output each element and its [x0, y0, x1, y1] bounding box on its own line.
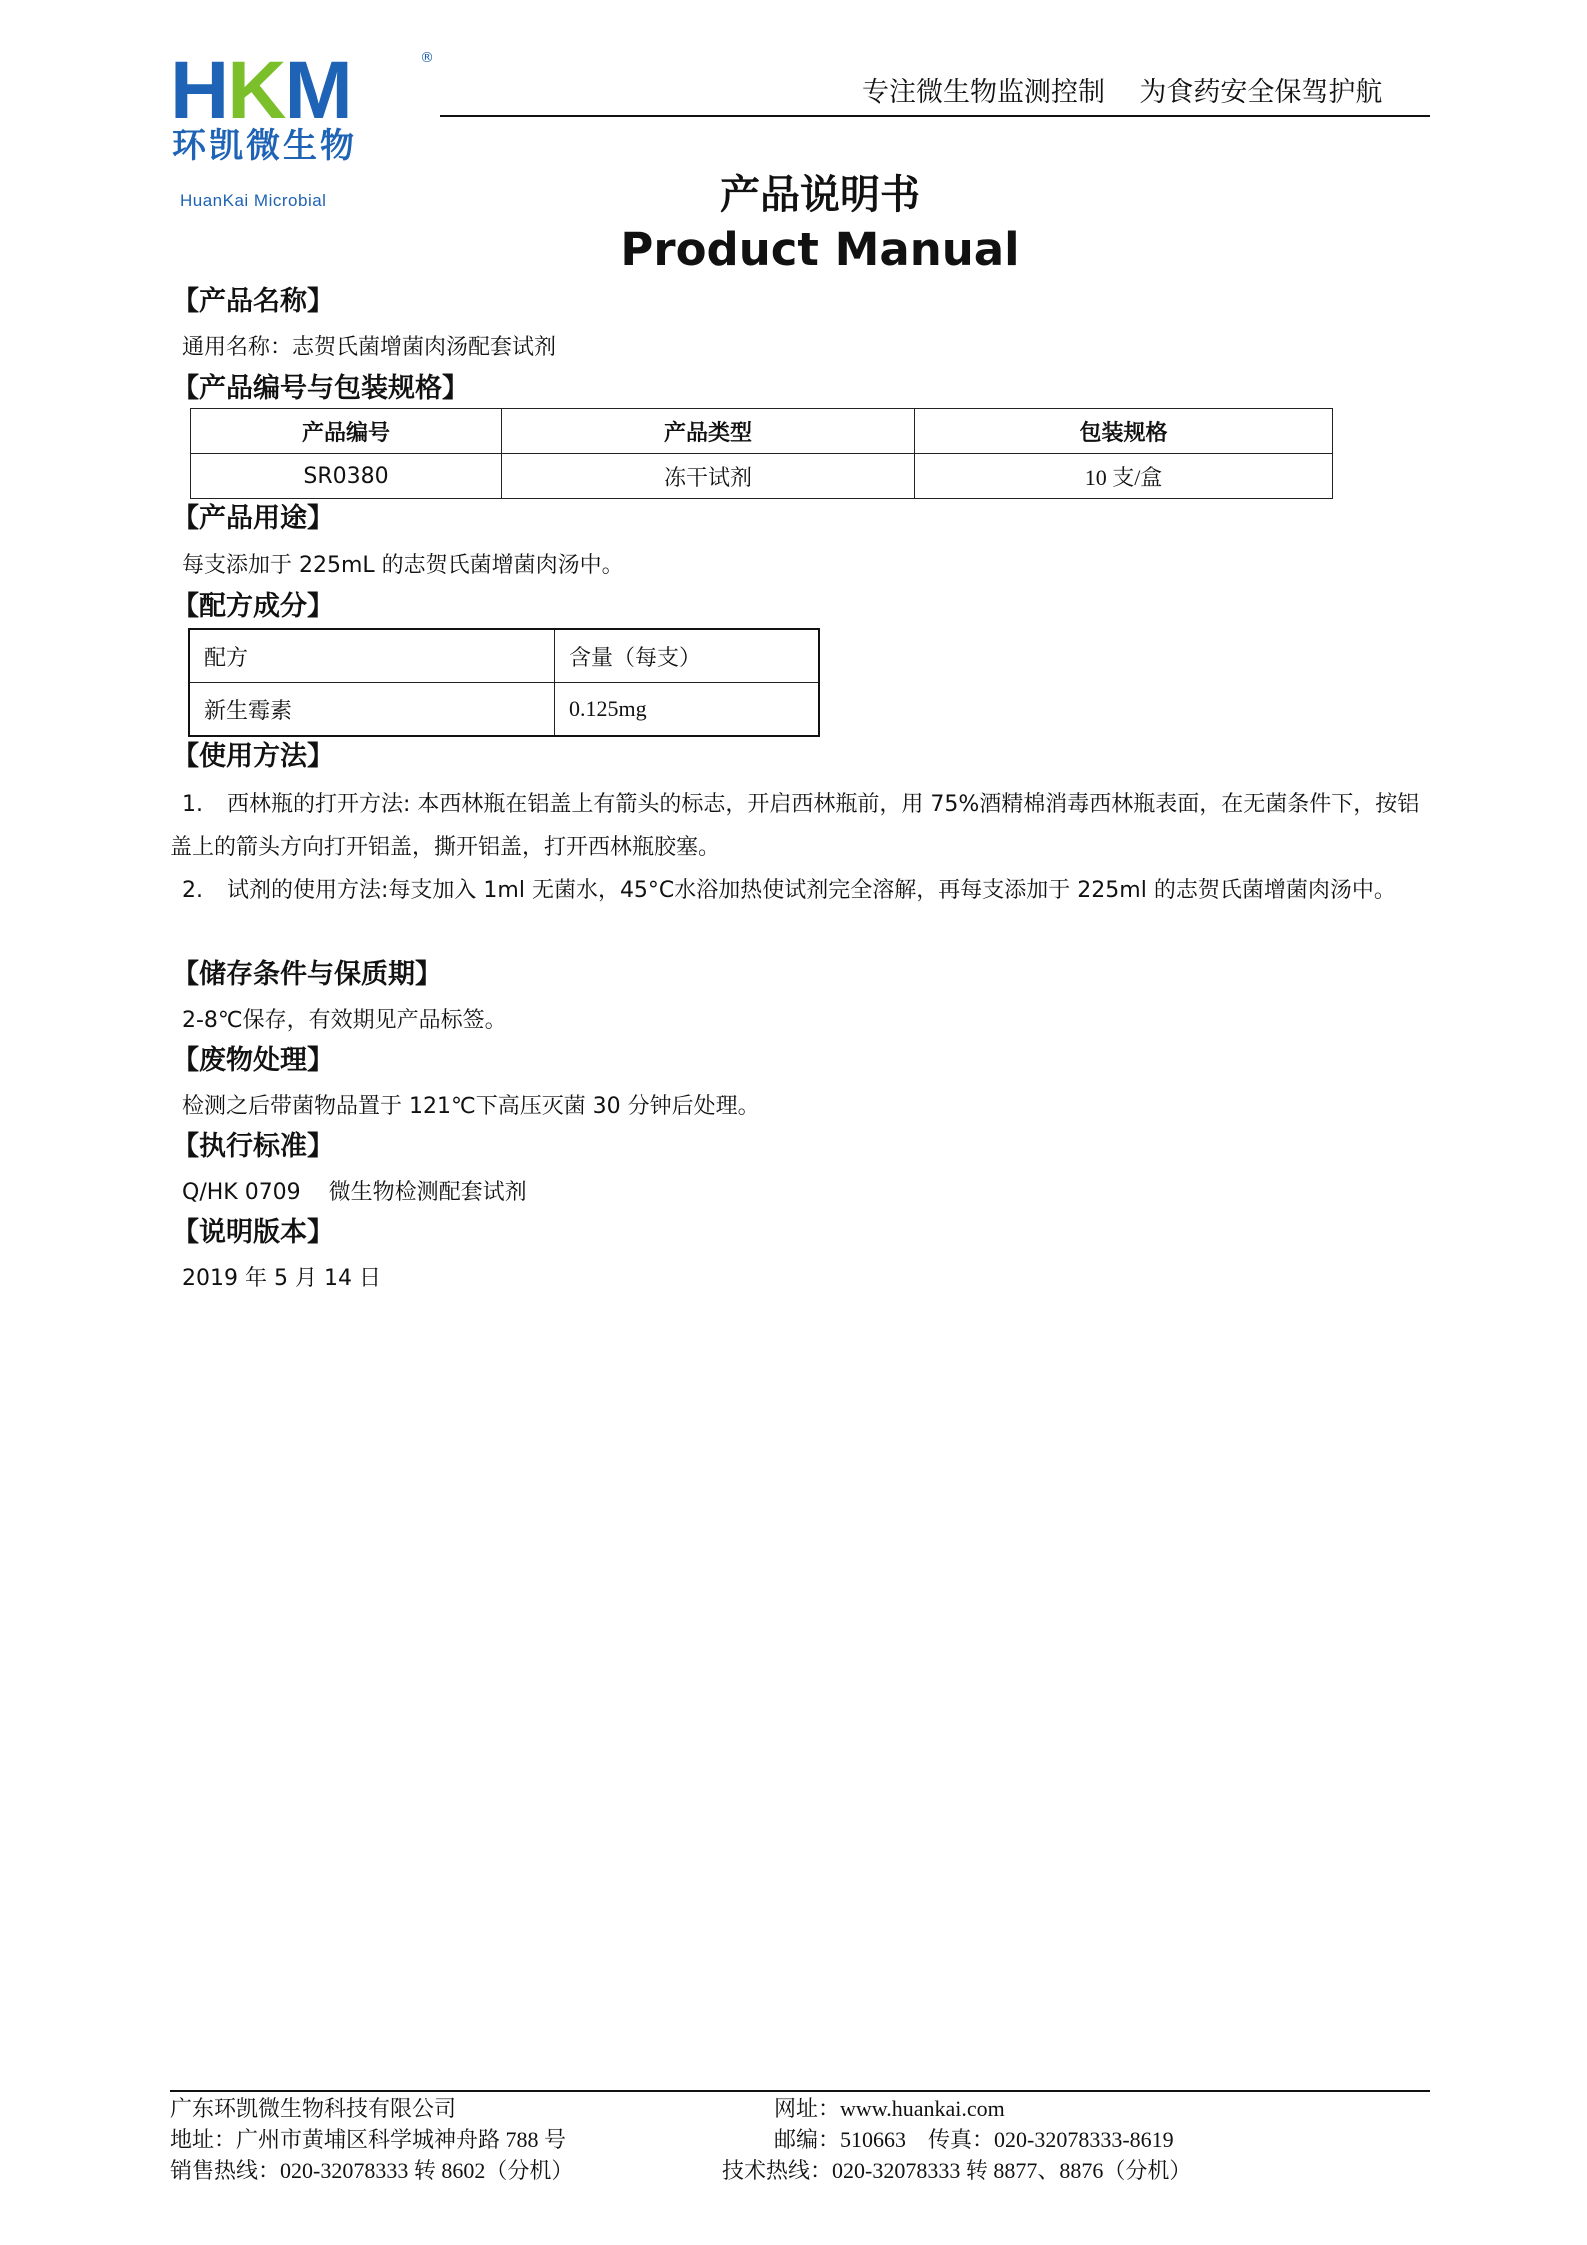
footer-postcode-fax: 邮编：510663 传真：020-32078333-8619: [774, 2127, 1174, 2152]
table-header-cell: 产品编号: [191, 409, 502, 454]
table-header-row: [189, 629, 819, 683]
table-cell: 新生霉素: [189, 683, 555, 737]
section-heading-storage: 【储存条件与保质期】: [172, 959, 442, 990]
logo-mark: HKM: [170, 45, 351, 136]
table-header-cell: 配方: [189, 629, 555, 683]
footer-website: 网址：www.huankai.com: [774, 2096, 1005, 2121]
method-item: [170, 869, 1430, 912]
footer-sales-hotline: 销售热线：020-32078333 转 8602（分机）: [170, 2158, 574, 2183]
footer-company: 广东环凯微生物科技有限公司: [170, 2096, 457, 2121]
footer-address: 地址：广州市黄埔区科学城神舟路 788 号: [170, 2127, 567, 2152]
section-heading-disposal: 【废物处理】: [172, 1045, 334, 1076]
method-item-text: 西林瓶的打开方法: 本西林瓶在铝盖上有箭头的标志，开启西林瓶前，用 75%酒精棉消毒西林瓶表面，在无菌条件下，按铝盖上的箭头方向打开铝盖，撕开铝盖，打开西林瓶胶塞。: [170, 792, 1420, 860]
section-heading-use: 【产品用途】: [172, 503, 334, 534]
table-cell: SR0380: [191, 454, 502, 499]
table-row: [189, 683, 819, 737]
method-item-text: 试剂的使用方法:每支加入 1ml 无菌水，45°C水浴加热使试剂完全溶解，再每支添加于 225ml 的志贺氏菌增菌肉汤中。: [227, 878, 1396, 903]
footer-rule: [170, 2090, 1430, 2092]
section-heading-version: 【说明版本】: [172, 1217, 334, 1248]
section-heading-package: 【产品编号与包装规格】: [172, 373, 469, 404]
logo-english-name: HuanKai Microbial: [180, 191, 327, 210]
method-item: [170, 783, 1430, 869]
company-logo: [170, 45, 440, 210]
table-header-cell: 包装规格: [915, 409, 1333, 454]
product-name-text: 通用名称：志贺氏菌增菌肉汤配套试剂: [182, 335, 557, 360]
header-rule: [440, 115, 1430, 117]
section-heading-standard: 【执行标准】: [172, 1131, 334, 1162]
page-title-en: Product Manual: [620, 223, 1020, 276]
page-title-cn: 产品说明书: [720, 172, 920, 218]
storage-text: 2-8℃保存，有效期见产品标签。: [182, 1008, 507, 1033]
method-item-number: 2.: [182, 878, 203, 903]
disposal-text: 检测之后带菌物品置于 121℃下高压灭菌 30 分钟后处理。: [182, 1094, 760, 1119]
table-row: [191, 454, 1333, 499]
table-header-cell: 含量（每支）: [555, 629, 820, 683]
section-heading-method: 【使用方法】: [172, 741, 334, 772]
section-heading-name: 【产品名称】: [172, 286, 334, 317]
table-cell: 冻干试剂: [502, 454, 915, 499]
header-slogan: 专注微生物监测控制 为食药安全保驾护航: [862, 77, 1383, 108]
logo-chinese-name: 环凯微生物: [172, 126, 357, 166]
standard-text: Q/HK 0709 微生物检测配套试剂: [182, 1180, 527, 1205]
table-cell: 10 支/盒: [915, 454, 1333, 499]
table-cell: 0.125mg: [555, 683, 820, 737]
version-text: 2019 年 5 月 14 日: [182, 1266, 381, 1291]
footer-tech-hotline: 技术热线：020-32078333 转 8877、8876（分机）: [722, 2158, 1192, 2183]
registered-mark-icon: ®: [420, 50, 434, 66]
section-heading-formula: 【配方成分】: [172, 591, 334, 622]
method-item-number: 1.: [182, 792, 203, 817]
table-header-cell: 产品类型: [502, 409, 915, 454]
package-table: [190, 408, 1333, 499]
formula-table: [188, 628, 820, 737]
table-header-row: [191, 409, 1333, 454]
product-use-text: 每支添加于 225mL 的志贺氏菌增菌肉汤中。: [182, 553, 624, 578]
